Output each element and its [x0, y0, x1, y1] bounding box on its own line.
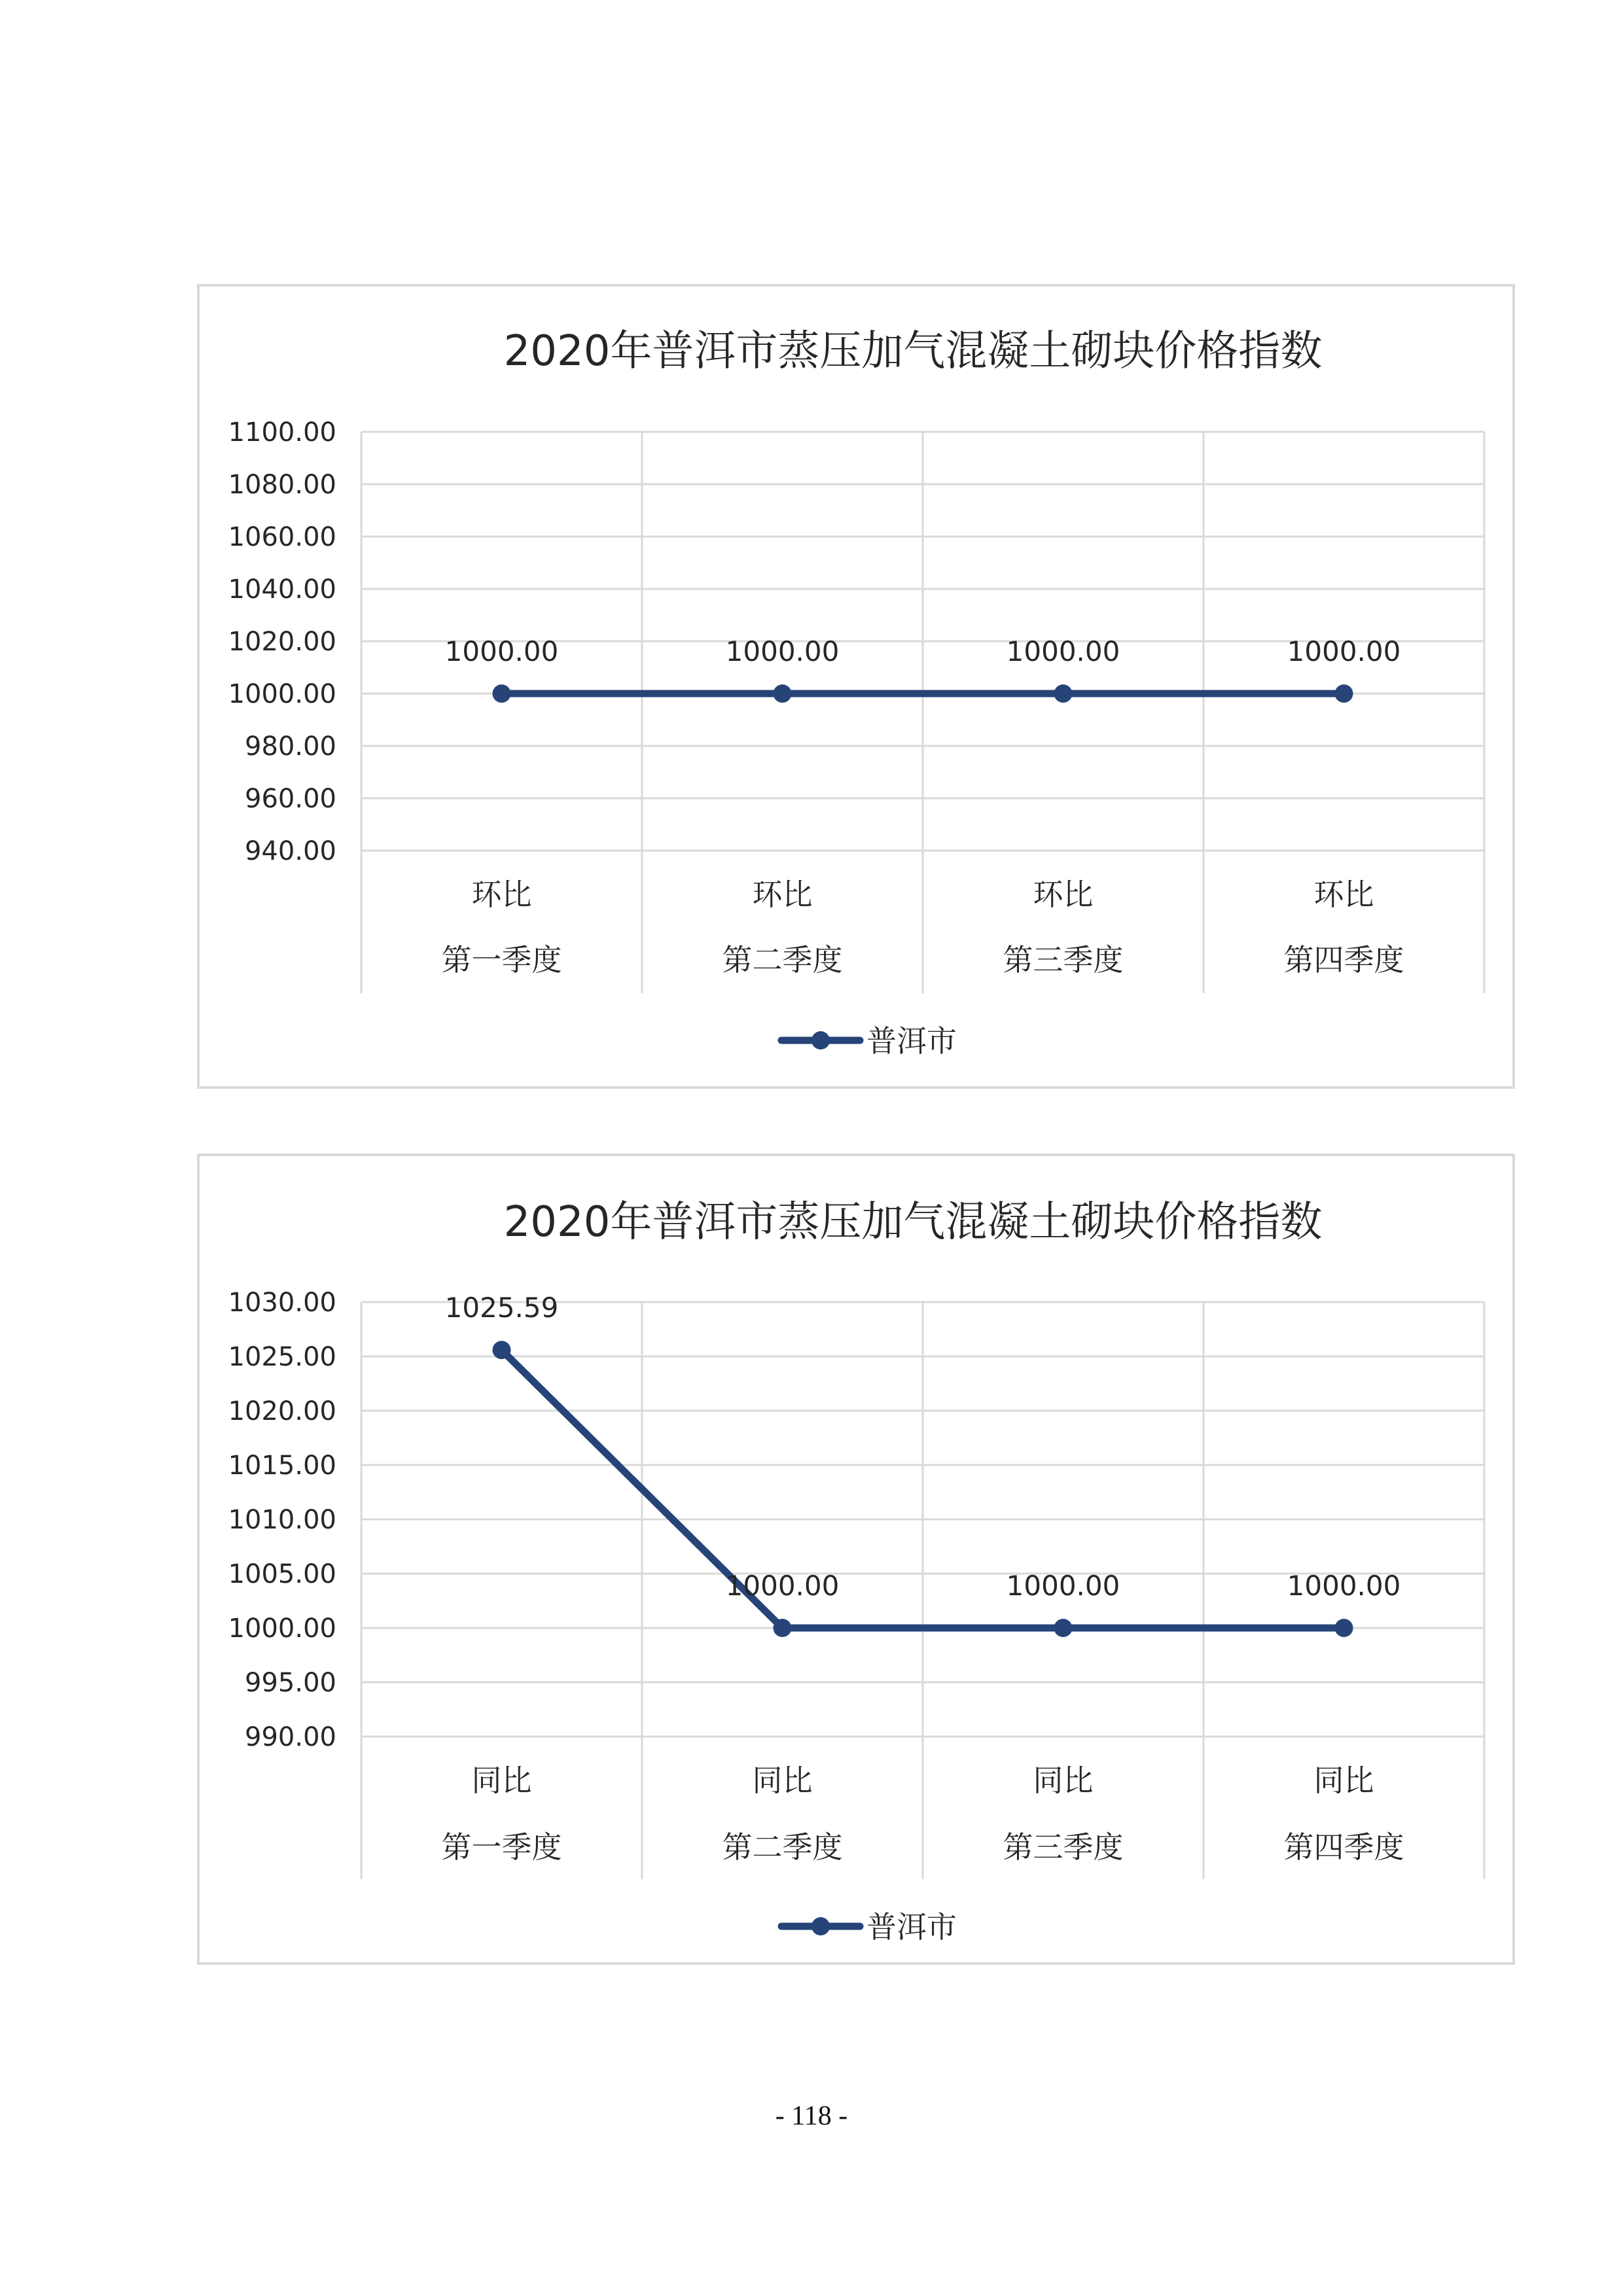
data-point [774, 684, 792, 703]
data-label: 1000.00 [725, 1570, 840, 1602]
x-tick-label: 环比 [1313, 877, 1374, 912]
chart-title: 2020年普洱市蒸压加气混凝土砌块价格指数 [503, 1198, 1323, 1246]
legend-label: 普洱市 [866, 1023, 957, 1059]
y-tick-label: 960.00 [245, 784, 336, 814]
chart-title: 2020年普洱市蒸压加气混凝土砌块价格指数 [503, 327, 1323, 376]
x-tick-label: 第三季度 [1003, 1829, 1124, 1865]
x-tick-label: 同比 [471, 1763, 532, 1798]
x-tick-label: 第四季度 [1283, 1829, 1404, 1865]
x-tick-label: 环比 [1033, 877, 1094, 912]
legend-marker [812, 1031, 830, 1050]
y-tick-label: 990.00 [245, 1722, 336, 1752]
x-tick-label: 第四季度 [1283, 942, 1404, 978]
data-label: 1000.00 [1287, 1570, 1401, 1602]
y-tick-label: 980.00 [245, 732, 336, 762]
chart-svg [200, 287, 1512, 1086]
y-tick-label: 1000.00 [228, 679, 336, 709]
page-number: - 118 - [775, 2101, 848, 2131]
y-tick-label: 1020.00 [228, 627, 336, 657]
chart-quarter-on-quarter [197, 284, 1515, 1089]
x-tick-label: 同比 [752, 1763, 813, 1798]
x-tick-label: 第一季度 [441, 942, 562, 978]
y-tick-label: 1080.00 [228, 470, 336, 500]
data-point [493, 684, 511, 703]
y-tick-label: 940.00 [245, 836, 336, 866]
x-tick-label: 同比 [1033, 1763, 1094, 1798]
x-tick-label: 第二季度 [722, 1829, 843, 1865]
x-tick-label: 环比 [471, 877, 532, 912]
legend-marker [812, 1917, 830, 1935]
x-tick-label: 同比 [1313, 1763, 1374, 1798]
y-tick-label: 1015.00 [228, 1451, 336, 1481]
y-tick-label: 1030.00 [228, 1288, 336, 1318]
y-tick-label: 1005.00 [228, 1559, 336, 1589]
data-point [1335, 684, 1353, 703]
y-tick-label: 1020.00 [228, 1396, 336, 1426]
y-tick-label: 1040.00 [228, 574, 336, 605]
x-tick-label: 环比 [752, 877, 813, 912]
data-point [493, 1341, 511, 1359]
y-tick-label: 1025.00 [228, 1342, 336, 1372]
chart-svg [200, 1156, 1512, 1962]
data-point [1054, 1619, 1073, 1637]
data-label: 1000.00 [1006, 635, 1120, 667]
data-label: 1000.00 [725, 635, 840, 667]
x-tick-label: 第一季度 [441, 1829, 562, 1865]
y-tick-label: 1100.00 [228, 417, 336, 448]
data-label: 1000.00 [444, 635, 559, 667]
data-label: 1000.00 [1287, 635, 1401, 667]
y-tick-label: 995.00 [245, 1668, 336, 1698]
data-point [774, 1619, 792, 1637]
data-label: 1025.59 [444, 1292, 559, 1324]
x-tick-label: 第二季度 [722, 942, 843, 978]
data-point [1335, 1619, 1353, 1637]
x-tick-label: 第三季度 [1003, 942, 1124, 978]
legend-label: 普洱市 [866, 1909, 957, 1945]
data-label: 1000.00 [1006, 1570, 1120, 1602]
y-tick-label: 1060.00 [228, 522, 336, 552]
data-point [1054, 684, 1073, 703]
chart-year-on-year [197, 1154, 1515, 1965]
y-tick-label: 1010.00 [228, 1505, 336, 1535]
y-tick-label: 1000.00 [228, 1614, 336, 1644]
